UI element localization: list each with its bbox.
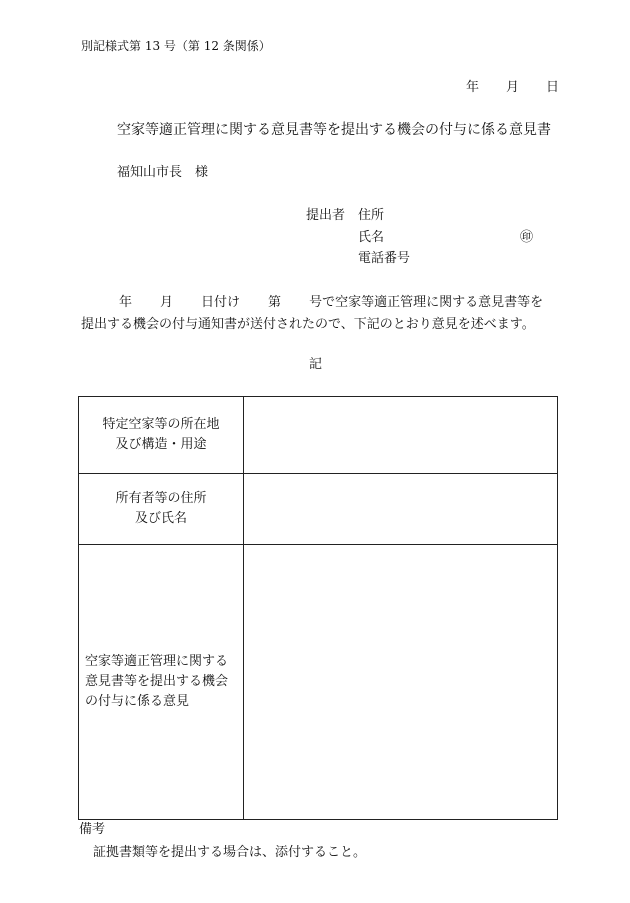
label-line: の付与に係る意見 <box>85 694 190 709</box>
table-row-owner <box>79 474 558 545</box>
table-row-location <box>79 397 558 474</box>
opinion-form-table <box>78 396 558 820</box>
date-year-label: 年 <box>466 80 480 95</box>
body-line-2: 提出する機会の付与通知書が送付されたので、下記のとおり意見を述べます。 <box>81 317 535 332</box>
seal-mark: ㊞ <box>520 230 534 245</box>
body-line1-rest: 号で空家等適正管理に関する意見書等を <box>309 295 544 310</box>
remarks-note: 証拠書類等を提出する場合は、添付すること。 <box>93 845 367 860</box>
owner-address-name-label <box>79 474 244 545</box>
form-number: 別記様式第 13 号（第 12 条関係） <box>81 39 271 53</box>
addressee: 福知山市長 様 <box>117 165 209 180</box>
remarks-label: 備考 <box>79 822 106 837</box>
body-day-dated: 日付け <box>201 295 241 310</box>
document-title: 空家等適正管理に関する意見書等を提出する機会の付与に係る意見書 <box>117 122 551 138</box>
body-paragraph <box>81 292 561 336</box>
address-field-label: 住所 <box>358 208 385 223</box>
label-line: 特定空家等の所在地 <box>102 417 220 432</box>
phone-field-label: 電話番号 <box>358 251 411 266</box>
body-year: 年 <box>119 295 133 310</box>
submitter-label: 提出者 <box>306 208 346 223</box>
label-line: 空家等適正管理に関する <box>85 654 229 669</box>
body-no-prefix: 第 <box>268 295 282 310</box>
location-structure-field[interactable] <box>244 397 558 474</box>
label-line: 所有者等の住所 <box>115 491 207 506</box>
label-line: 及び構造・用途 <box>115 437 207 452</box>
opinion-field[interactable] <box>244 545 558 820</box>
opinion-label <box>79 545 244 820</box>
location-structure-label <box>79 397 244 474</box>
body-line-1 <box>81 292 561 314</box>
body-month: 月 <box>160 295 174 310</box>
label-line: 及び氏名 <box>134 511 187 526</box>
table-row-opinion <box>79 545 558 820</box>
name-field-label: 氏名 <box>358 230 385 245</box>
date-month-label: 月 <box>506 80 520 95</box>
ki-heading: 記 <box>309 357 323 372</box>
owner-address-name-field[interactable] <box>244 474 558 545</box>
label-line: 意見書等を提出する機会 <box>85 674 229 689</box>
date-day-label: 日 <box>546 80 560 95</box>
